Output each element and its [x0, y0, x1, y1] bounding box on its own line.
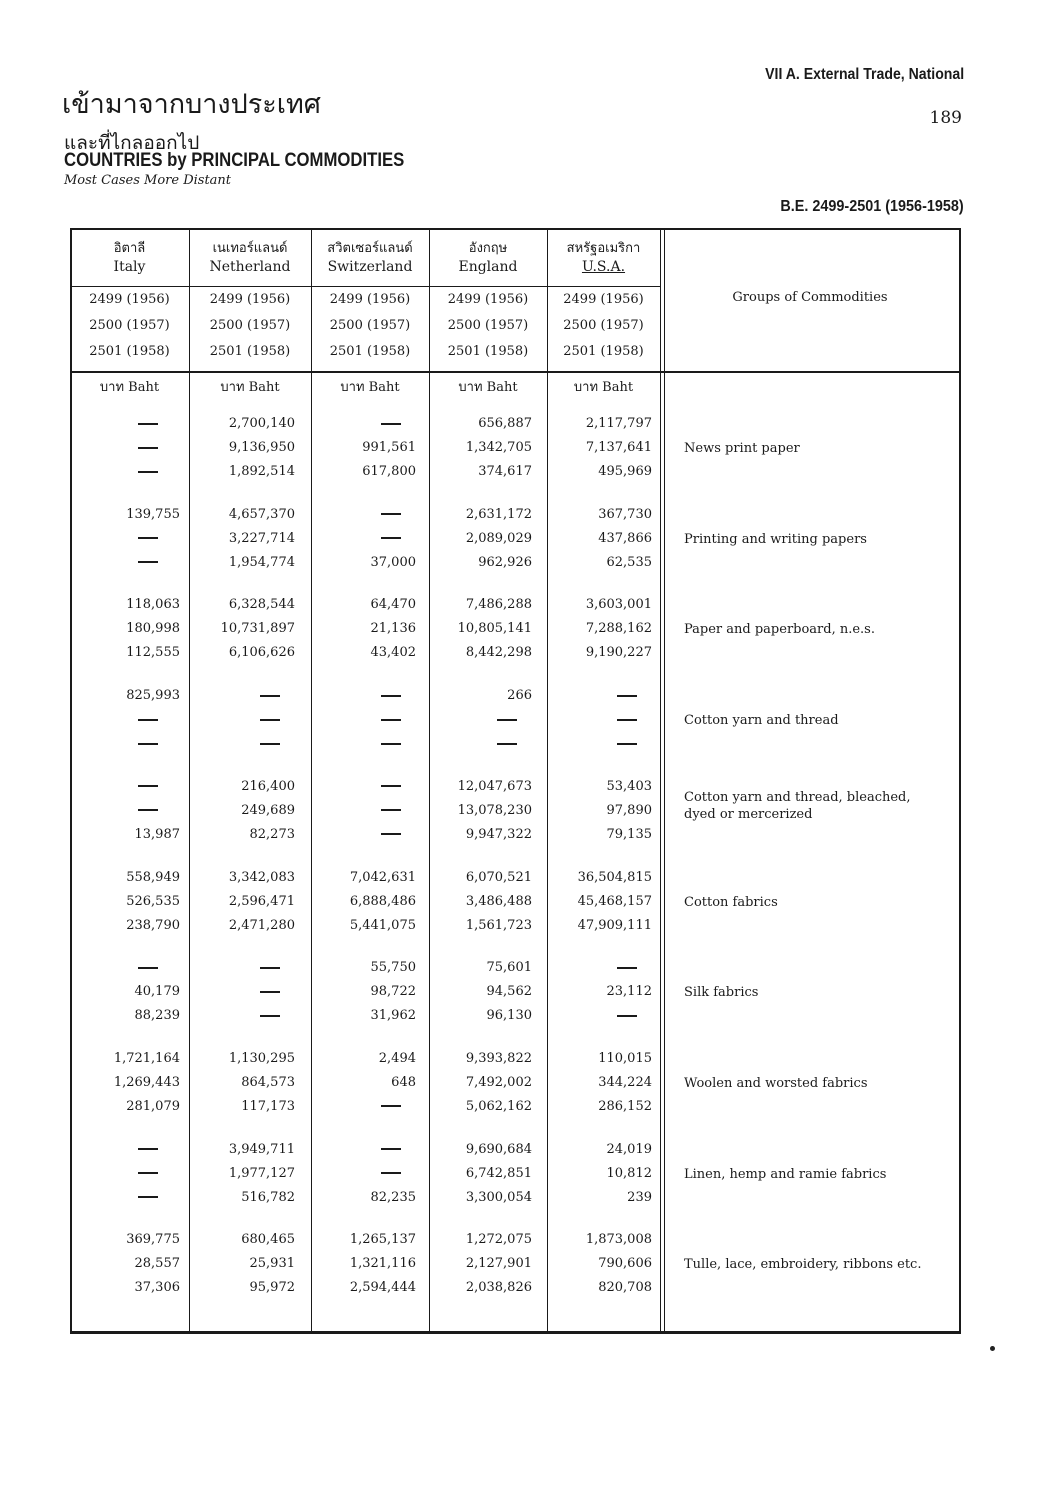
table-cell: [381, 779, 401, 794]
table-cell: [617, 712, 637, 727]
table-cell: [260, 1008, 280, 1023]
dash-mark: [138, 1172, 158, 1174]
table-cell: 266: [507, 688, 532, 704]
table-cell: 962,926: [478, 554, 532, 570]
table-cell: [381, 712, 401, 727]
table-cell: 47,909,111: [577, 917, 652, 933]
table-cell: 526,535: [126, 893, 180, 909]
column-rule: [660, 228, 661, 1334]
table-cell: [138, 960, 158, 975]
groups-header: Groups of Commodities: [732, 290, 888, 305]
table-cell: [138, 712, 158, 727]
dash-mark: [381, 423, 401, 425]
country-name: [547, 240, 660, 276]
table-cell: 790,606: [598, 1256, 652, 1272]
table-bottom-rule: [70, 1331, 961, 1334]
country-english: Netherland: [209, 259, 291, 275]
country-thai: อังกฤษ: [468, 241, 508, 256]
year-label: 2499 (1956): [329, 292, 411, 307]
dash-mark: [138, 719, 158, 721]
commodity-group-label: Linen, hemp and ramie fabrics: [684, 1166, 887, 1182]
thai-title: เข้ามาจากบางประเทศ: [62, 89, 321, 120]
table-cell: 36,504,815: [577, 869, 652, 885]
dash-mark: [138, 423, 158, 425]
table-cell: [617, 688, 637, 703]
table-cell: 43,402: [370, 645, 416, 661]
table-cell: 825,993: [126, 688, 180, 704]
table-cell: [381, 1099, 401, 1114]
table-cell: 864,573: [241, 1074, 295, 1090]
commodity-group-label: Paper and paperboard, n.e.s.: [684, 622, 875, 638]
table-cell: 1,721,164: [113, 1050, 180, 1066]
table-cell: 1,130,295: [228, 1050, 295, 1066]
dash-mark: [260, 743, 280, 745]
table-cell: 374,617: [478, 464, 532, 479]
country-thai: สหรัฐอเมริกา: [566, 241, 641, 256]
table-cell: [138, 416, 158, 431]
page-subtitle: Most Cases More Distant: [64, 173, 232, 188]
table-cell: 117,173: [241, 1098, 295, 1114]
table-cell: 37,306: [134, 1280, 180, 1296]
year-label: 2499 (1956): [209, 292, 291, 307]
table-cell: [381, 1166, 401, 1181]
year-label: 2500 (1957): [329, 318, 411, 333]
dash-mark: [138, 471, 158, 473]
table-cell: 1,892,514: [228, 464, 295, 479]
page-title: COUNTRIES by PRINCIPAL COMMODITIES: [64, 150, 405, 171]
year-label: 2501 (1958): [329, 344, 411, 359]
dash-mark: [381, 785, 401, 787]
table-cell: 7,288,162: [585, 621, 652, 637]
table-cell: [138, 1142, 158, 1157]
table-cell: [381, 531, 401, 546]
dash-mark: [138, 743, 158, 745]
dash-mark: [381, 743, 401, 745]
section-heading: VII A. External Trade, National: [764, 66, 964, 83]
table-cell: 82,273: [249, 826, 295, 842]
table-cell: [617, 736, 637, 751]
column-header-england: [429, 228, 547, 408]
table-cell: 94,562: [486, 984, 532, 1000]
country-english: Switzerland: [327, 259, 413, 275]
unit-label: บาท Baht: [458, 380, 518, 395]
dash-mark: [381, 695, 401, 697]
table-cell: [138, 531, 158, 546]
table-cell: 2,471,280: [228, 917, 295, 933]
commodity-group-label: News print paper: [684, 441, 800, 456]
table-cell: 79,135: [606, 826, 652, 842]
country-english: Italy: [113, 259, 146, 275]
table-cell: 991,561: [362, 440, 416, 455]
table-cell: 37,000: [370, 554, 416, 570]
table-cell: 7,486,288: [465, 597, 532, 613]
dash-mark: [260, 991, 280, 993]
table-cell: 10,805,141: [457, 621, 532, 637]
table-cell: [497, 712, 517, 727]
table-cell: 7,042,631: [349, 869, 416, 885]
table-right-rule: [959, 228, 961, 1334]
year-label: 2500 (1957): [209, 318, 291, 333]
dash-mark: [138, 537, 158, 539]
table-cell: 5,441,075: [349, 917, 416, 933]
dash-mark: [381, 1105, 401, 1107]
table-cell: 31,962: [370, 1008, 416, 1024]
period-label: B.E. 2499-2501 (1956-1958): [780, 198, 964, 215]
column-header-usa: [547, 228, 660, 408]
table-cell: 9,690,684: [465, 1141, 532, 1157]
table-cell: 112,555: [126, 645, 180, 661]
table-cell: 9,393,822: [465, 1050, 532, 1066]
country-name: [189, 240, 311, 276]
country-english: U.S.A.: [581, 259, 626, 275]
table-cell: [381, 507, 401, 522]
dash-mark: [138, 447, 158, 449]
table-cell: 3,603,001: [585, 597, 652, 613]
table-cell: [138, 464, 158, 479]
table-cell: 12,047,673: [457, 778, 532, 794]
country-thai: สวิตเซอร์แลนด์: [327, 241, 413, 256]
table-cell: 75,601: [486, 960, 532, 976]
table-cell: 53,403: [606, 778, 652, 794]
table-cell: 180,998: [126, 621, 180, 637]
table-cell: 97,890: [606, 802, 652, 818]
table-cell: 62,535: [606, 554, 652, 570]
dash-mark: [617, 743, 637, 745]
table-cell: 286,152: [598, 1098, 652, 1114]
dash-mark: [381, 809, 401, 811]
table-cell: 2,127,901: [465, 1256, 532, 1272]
table-cell: 1,561,723: [465, 917, 532, 933]
dash-mark: [617, 695, 637, 697]
table-cell: 6,070,521: [465, 869, 532, 885]
table-cell: 2,594,444: [349, 1280, 416, 1296]
table-cell: 437,866: [598, 530, 652, 546]
table-cell: 40,179: [134, 984, 180, 1000]
table-cell: 495,969: [598, 464, 652, 479]
table-cell: 656,887: [478, 416, 532, 431]
table-cell: [138, 1166, 158, 1181]
table-cell: 239: [627, 1189, 652, 1205]
table-cell: 1,272,075: [465, 1232, 532, 1248]
table-cell: 10,812: [606, 1165, 652, 1181]
table-cell: [260, 736, 280, 751]
table-cell: 13,987: [134, 826, 180, 842]
table-cell: [381, 416, 401, 431]
table-cell: [381, 736, 401, 751]
table-cell: 281,079: [126, 1098, 180, 1114]
table-cell: 2,700,140: [228, 416, 295, 431]
dash-mark: [260, 967, 280, 969]
country-english: England: [458, 259, 518, 275]
table-cell: 139,755: [126, 506, 180, 522]
dash-mark: [260, 695, 280, 697]
commodity-group-label: Silk fabrics: [684, 985, 759, 1001]
table-cell: [260, 960, 280, 975]
table-cell: 617,800: [362, 464, 416, 479]
table-cell: 1,265,137: [349, 1232, 416, 1248]
table-cell: 3,300,054: [465, 1189, 532, 1205]
table-cell: 25,931: [249, 1256, 295, 1272]
commodity-group-label: Cotton fabrics: [684, 894, 778, 910]
table-cell: 95,972: [249, 1280, 295, 1296]
country-thai: เนเทอร์แลนด์: [212, 241, 288, 256]
table-cell: 2,631,172: [465, 506, 532, 522]
table-cell: 2,494: [378, 1050, 416, 1066]
table-cell: [138, 736, 158, 751]
dash-mark: [260, 1015, 280, 1017]
country-name: [429, 240, 547, 276]
dash-mark: [617, 967, 637, 969]
column-rule: [664, 228, 665, 1334]
table-cell: 2,596,471: [228, 893, 295, 909]
table-cell: [260, 688, 280, 703]
table-cell: 45,468,157: [577, 893, 652, 909]
table-cell: 3,949,711: [228, 1141, 295, 1157]
table-cell: 9,190,227: [585, 645, 652, 661]
dash-mark: [497, 719, 517, 721]
table-cell: 516,782: [241, 1189, 295, 1205]
table-cell: 680,465: [241, 1232, 295, 1248]
year-label: 2500 (1957): [563, 318, 644, 333]
table-cell: 9,136,950: [228, 440, 295, 455]
unit-label: บาท Baht: [99, 380, 160, 395]
commodity-group-label: Woolen and worsted fabrics: [684, 1075, 868, 1091]
table-cell: [381, 827, 401, 842]
unit-label: บาท Baht: [340, 380, 400, 395]
table-cell: 64,470: [370, 597, 416, 613]
dash-mark: [138, 785, 158, 787]
table-cell: [617, 1008, 637, 1023]
table-cell: 558,949: [126, 869, 180, 885]
table-cell: 1,269,443: [113, 1074, 180, 1090]
table-cell: 9,947,322: [465, 826, 532, 842]
table-cell: 24,019: [606, 1141, 652, 1157]
table-cell: 82,235: [370, 1189, 416, 1205]
table-cell: [381, 803, 401, 818]
table-cell: 4,657,370: [228, 506, 295, 522]
header-underline: [189, 286, 311, 287]
table-cell: 98,722: [370, 984, 416, 1000]
dash-mark: [497, 743, 517, 745]
dash-mark: [381, 719, 401, 721]
table-cell: [138, 779, 158, 794]
year-label: 2501 (1958): [209, 344, 291, 359]
table-cell: [138, 1190, 158, 1205]
table-cell: 249,689: [241, 802, 295, 818]
header-underline: [70, 286, 189, 287]
year-label: 2501 (1958): [89, 344, 170, 359]
table-cell: [138, 555, 158, 570]
table-cell: 96,130: [486, 1008, 532, 1024]
dash-mark: [381, 1148, 401, 1150]
dash-mark: [617, 719, 637, 721]
commodity-group-label: Cotton yarn and thread: [684, 713, 839, 729]
year-label: 2501 (1958): [447, 344, 529, 359]
dash-mark: [138, 1148, 158, 1150]
dash-mark: [381, 537, 401, 539]
table-cell: 2,038,826: [465, 1280, 532, 1296]
table-cell: 344,224: [598, 1074, 652, 1090]
column-header-italy: [70, 228, 189, 408]
table-cell: 3,342,083: [228, 869, 295, 885]
table-cell: 7,492,002: [465, 1074, 532, 1090]
dash-mark: [381, 513, 401, 515]
country-name: [70, 240, 189, 276]
commodity-group-label: Printing and writing papers: [684, 531, 867, 547]
unit-label: บาท Baht: [220, 380, 280, 395]
table-cell: 1,321,116: [349, 1256, 416, 1272]
table-cell: 367,730: [598, 506, 652, 522]
dash-mark: [260, 719, 280, 721]
table-cell: 3,486,488: [465, 893, 532, 909]
thai-subtitle: และที่ไกลออกไป: [64, 132, 200, 154]
country-thai: อิตาลี: [113, 241, 146, 256]
table-cell: [381, 688, 401, 703]
country-name: [311, 240, 429, 276]
table-cell: 2,117,797: [585, 416, 652, 431]
table-cell: 7,137,641: [585, 440, 652, 455]
table-cell: 369,775: [126, 1232, 180, 1248]
dash-mark: [138, 561, 158, 563]
stray-dot: [990, 1346, 995, 1351]
table-cell: 6,106,626: [228, 645, 295, 661]
table-cell: 1,342,705: [465, 440, 532, 455]
header-underline: [311, 286, 429, 287]
year-label: 2499 (1956): [563, 292, 644, 307]
table-cell: 6,888,486: [349, 893, 416, 909]
dash-mark: [138, 809, 158, 811]
table-cell: 10,731,897: [220, 621, 295, 637]
header-underline: [547, 286, 660, 287]
table-cell: [260, 712, 280, 727]
table-cell: 216,400: [241, 778, 295, 794]
table-cell: 55,750: [370, 960, 416, 976]
dash-mark: [381, 833, 401, 835]
dash-mark: [138, 1196, 158, 1198]
dash-mark: [381, 1172, 401, 1174]
page-number: 189: [929, 108, 962, 128]
commodity-group-label: Tulle, lace, embroidery, ribbons etc.: [684, 1257, 922, 1273]
commodity-group-label: Cotton yarn and thread, bleached, dyed or mercerized: [684, 789, 911, 822]
table-cell: 1,873,008: [585, 1232, 652, 1248]
year-label: 2500 (1957): [89, 318, 170, 333]
header-underline: [429, 286, 547, 287]
table-cell: 21,136: [370, 621, 416, 637]
year-label: 2501 (1958): [563, 344, 644, 359]
year-label: 2499 (1956): [89, 292, 170, 307]
table-cell: 6,742,851: [465, 1165, 532, 1181]
table-cell: 3,227,714: [228, 530, 295, 546]
table-cell: 118,063: [126, 597, 180, 613]
table-cell: 820,708: [598, 1280, 652, 1296]
table-cell: 6,328,544: [228, 597, 295, 613]
table-cell: [617, 960, 637, 975]
table-cell: 238,790: [126, 917, 180, 933]
table-cell: 2,089,029: [465, 530, 532, 546]
table-cell: 88,239: [134, 1008, 180, 1024]
dash-mark: [138, 967, 158, 969]
table-cell: 1,954,774: [228, 554, 295, 570]
table-cell: [138, 803, 158, 818]
table-cell: 23,112: [606, 984, 652, 1000]
column-header-switzerland: [311, 228, 429, 408]
table-cell: 13,078,230: [457, 802, 532, 818]
trade-table: [70, 228, 961, 1334]
table-cell: 648: [391, 1074, 416, 1090]
table-cell: 5,062,162: [465, 1098, 532, 1114]
table-cell: [497, 736, 517, 751]
year-label: 2500 (1957): [447, 318, 529, 333]
table-cell: [381, 1142, 401, 1157]
table-cell: 1,977,127: [228, 1165, 295, 1181]
table-cell: 8,442,298: [465, 645, 532, 661]
table-cell: 28,557: [134, 1256, 180, 1272]
table-cell: [138, 440, 158, 455]
table-cell: 110,015: [598, 1050, 652, 1066]
unit-label: บาท Baht: [573, 380, 634, 395]
dash-mark: [617, 1015, 637, 1017]
column-header-netherland: [189, 228, 311, 408]
table-cell: [260, 984, 280, 999]
year-label: 2499 (1956): [447, 292, 529, 307]
